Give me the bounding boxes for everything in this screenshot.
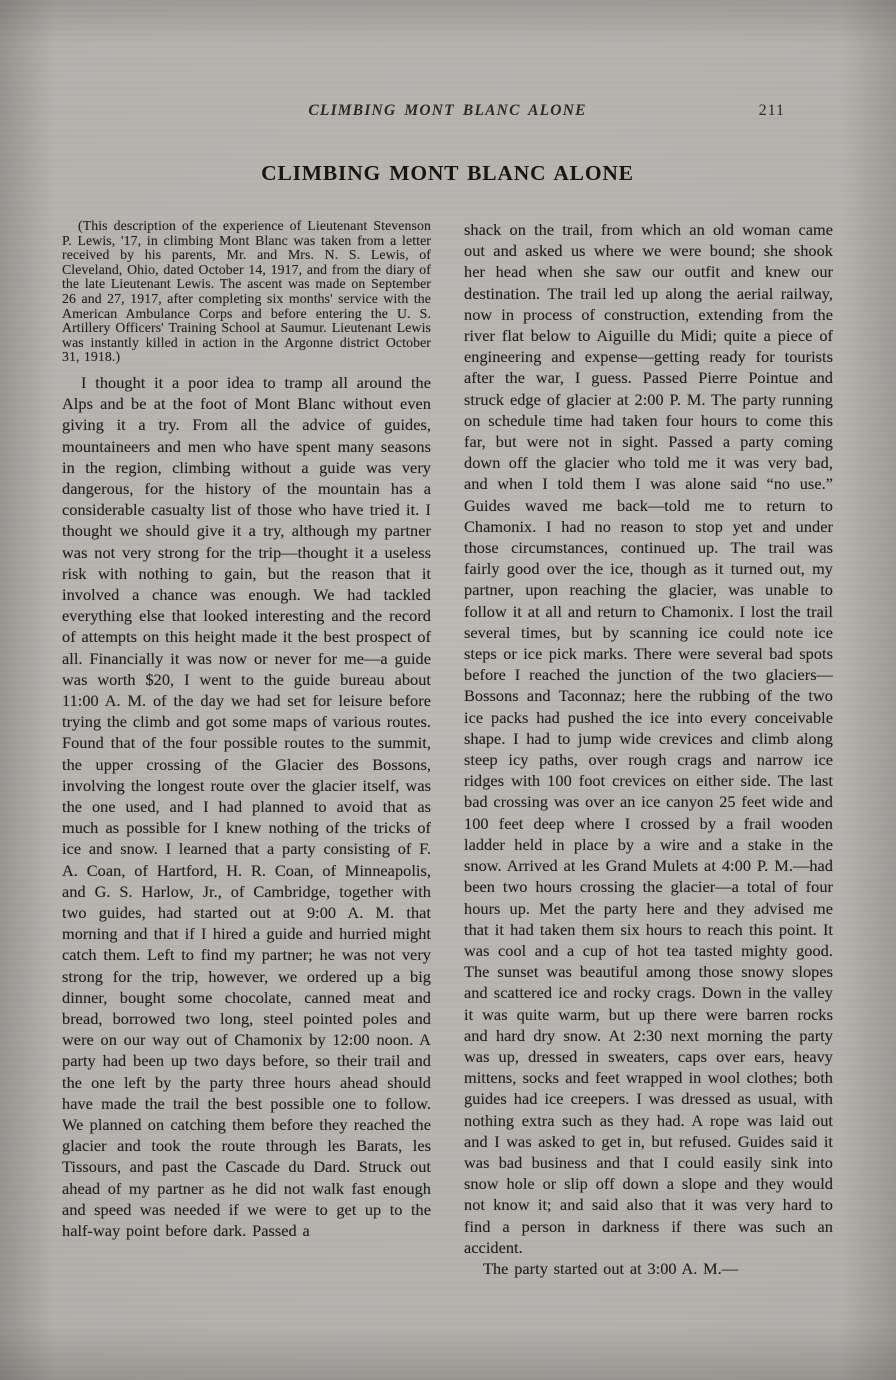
text-columns [62, 219, 833, 1279]
intro-note: (This description of the experience of Lieutenant Stevenson P. Lewis, '17, in climbing Mont Blanc was taken from a letter received by his parents, Mr. and Mrs. N. S. Lewis, of Cleveland, Ohio, dated October 14, 1917, and from the diary of the late Lieutenant Lewis. The ascent was made on September 26 and 27, 1917, after completing six months' service with the American Ambulance Corps and before entering the U. S. Artillery Officers' Training School at Saumur. Lieutenant Lewis was instantly killed in action in the Argonne district October 31, 1918.) [62, 218, 431, 365]
article-title: CLIMBING MONT BLANC ALONE [261, 161, 634, 185]
right-column [464, 219, 833, 1279]
page-number: 211 [758, 102, 785, 119]
running-head [62, 102, 833, 124]
running-head-title: CLIMBING MONT BLANC ALONE [308, 102, 587, 119]
paragraph: The party started out at 3:00 A. M.— [483, 1258, 739, 1278]
paragraph: I thought it a poor idea to tramp all around the Alps and be at the foot of Mont Blanc without even giving it a try. From all the advice of guides, mountaineers and men who have spent many seasons in the region, climbing without a guide was very dangerous, for the history of the mountain has a considerable casualty list of those who have tried it. I thought we should give it a try, although my partner was not very strong for the trip—thought it a useless risk with nothing to gain, but the reason that it involved a chance was enough. We had tackled everything else that looked interesting and the record of attempts on this height made it the best prospect of all. Financially it was now or never for me—a guide was worth $20, I went to the guide bureau about 11:00 A. M. of the day we had set for leisure before trying the climb and got some maps of various routes. Found that of the four possible routes to the summit, the upper crossing of the Glacier des Bossons, involving the longest route over the glacier itself, was the one used, and I had planned to avoid that as much as possible for I knew nothing of the tricks of ice and snow. I learned that a party consisting of F. A. Coan, of Hartford, H. R. Coan, of Minneapolis, and G. S. Harlow, Jr., of Cambridge, together with two guides, had started out at 9:00 A. M. that morning and that if I hired a guide and hurried might catch them. Left to find my partner; he was not very strong for the trip, however, we ordered up a big dinner, bought some chocolate, canned meat and bread, borrowed two long, steel pointed poles and were on our way out of Chamonix by 12:00 noon. A party had been up two days before, so their trail and the one left by the party three hours ahead should have made the trail the best possible one to follow. We planned on catching them before they reached the glacier and took the route through les Barats, les Tissours, and past the Cascade du Dard. Struck out ahead of my partner as he did not walk fast enough and speed was needed if we were to get up to the half-way point before dark. Passed a [62, 372, 431, 1241]
paragraph: shack on the trail, from which an old woman came out and asked us where we were bound; she shook her head when she saw our outfit and knew our destination. The trail led up along the aerial railway, now in process of construction, extending from the river flat below to Aiguille du Midi; quite a piece of engineering and expense—getting ready for tourists after the war, I guess. Passed Pierre Pointue and struck edge of glacier at 2:00 P. M. The party running on schedule time had taken four hours to come this far, but were not in sight. Passed a party coming down off the glacier who told me it was very bad, and when I told them I was alone said “no use.” Guides waved me back—told me to return to Chamonix. I had no reason to stop yet and under those circumstances, continued up. The trail was fairly good over the ice, though as it turned out, my partner, upon reaching the glacier, was unable to follow it at all and return to Chamonix. I lost the trail several times, but by scanning ice could note ice steps or ice pick marks. There were several bad spots before I reached the junction of the two glaciers—Bossons and Taconnaz; here the rubbing of the two ice packs had pushed the ice into every conceivable shape. I had to jump wide crevices and climb along steep icy paths, over rough crags and narrow ice ridges with 100 foot crevices on either side. The last bad crossing was over an ice canyon 25 feet wide and 100 feet deep where I crossed by a frail wooden ladder held in place by a wire and a stake in the snow. Arrived at les Grand Mulets at 4:00 P. M.—had been two hours crossing the glacier—a total of four hours up. Met the party here and they advised me that it had taken them six hours to reach this point. It was cool and a cup of hot tea tasted mighty good. The sunset was beautiful among those snowy slopes and scattered ice and rocky crags. Down in the valley it was quite warm, but up there were barren rocks and hard dry snow. At 2:30 next morning the party was up, dressed in sweaters, caps over ears, heavy mittens, socks and feet wrapped in wool clothes; both guides had ice creepers. I was dressed as usual, with nothing extra such as they had. A rope was laid out and I was asked to get in, but refused. Guides said it was bad business and that I could easily sink into snow hole or slip off down a slope and they would not know it; and said also that it was very hard to find a person in darkness if there was such an accident. [464, 220, 833, 1257]
left-column [62, 219, 431, 1279]
